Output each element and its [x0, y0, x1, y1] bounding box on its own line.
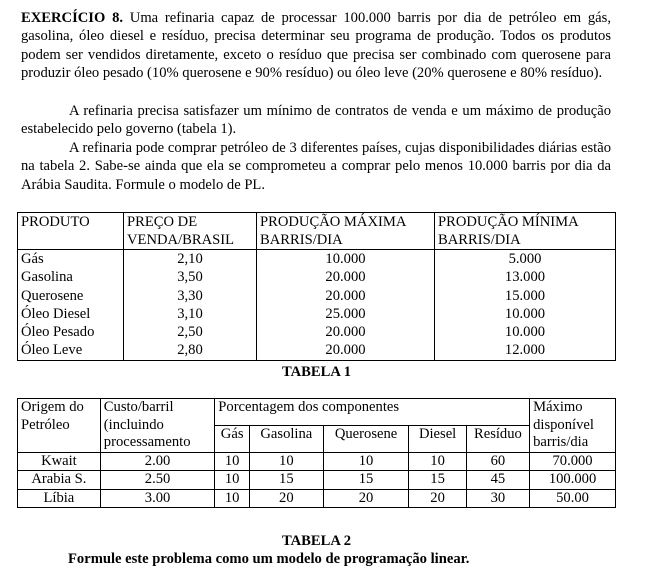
- table-2-cell: Líbia: [18, 489, 101, 508]
- table-2-cell: 30: [466, 489, 529, 508]
- table-2-cell: 15: [409, 471, 466, 490]
- table-1-cell: 2,50: [177, 324, 203, 341]
- table-1-col-min: [435, 250, 616, 361]
- table-1-cell: 10.000: [325, 251, 366, 267]
- table-2-header-percent: Porcentagem dos componentes: [215, 399, 530, 426]
- table-2-cell: 70.000: [530, 452, 616, 471]
- table-row: [18, 471, 616, 490]
- table-2-cell: 10: [215, 489, 250, 508]
- table-1-cell: 20.000: [325, 324, 366, 341]
- table-2-header-origin: Origem do Petróleo: [18, 399, 101, 453]
- table-1-cell: 10.000: [504, 324, 546, 341]
- table-2-header-diesel: Diesel: [409, 425, 466, 452]
- table-2-cell: 2.50: [100, 471, 214, 490]
- table-1-cell: Gás: [21, 251, 44, 267]
- table-2: [17, 398, 616, 508]
- table-1-cell: 3,50: [177, 269, 203, 286]
- table-1-header-row: [18, 213, 616, 250]
- table-1-header-min: PRODUÇÃO MÍNIMA BARRIS/DIA: [435, 213, 616, 250]
- table-2-cell: 15: [323, 471, 409, 490]
- table-1-cell: 20.000: [325, 342, 366, 359]
- table-row: [18, 489, 616, 508]
- table-1-col-product: [18, 250, 124, 361]
- table-2-cell: 20: [409, 489, 466, 508]
- table-2-header-row: [18, 399, 616, 426]
- table-1-col-price: [124, 250, 257, 361]
- table-1-cell: 13.000: [504, 269, 546, 286]
- table-2-cell: Arabia S.: [18, 471, 101, 490]
- table-1-cell: 15.000: [504, 287, 546, 304]
- table-2-cell: 10: [215, 471, 250, 490]
- table-2-header-gas: Gás: [215, 425, 250, 452]
- table-2-cell: 45: [466, 471, 529, 490]
- table-2-cell: Kwait: [18, 452, 101, 471]
- footer-instruction: Formule este problema como um modelo de programação linear.: [68, 551, 470, 567]
- table-1-cell: 20.000: [325, 287, 366, 304]
- table-2-header-gasoline: Gasolina: [250, 425, 324, 452]
- table-1-cell: 25.000: [325, 305, 366, 322]
- table-row: [18, 452, 616, 471]
- table-1-cell: Óleo Pesado: [21, 324, 95, 341]
- paragraph-intro: [21, 9, 611, 82]
- table-1-cell: 2,80: [177, 342, 203, 359]
- table-2-cell: 50.00: [530, 489, 616, 508]
- table-1-header-max: PRODUÇÃO MÁXIMA BARRIS/DIA: [257, 213, 435, 250]
- table-2-cell: 10: [250, 452, 324, 471]
- table-1-cell: Óleo Leve: [21, 342, 83, 359]
- exercise-title: EXERCÍCIO 8.: [21, 10, 124, 26]
- table-1-header-price: PREÇO DE VENDA/BRASIL: [124, 213, 257, 250]
- table-1: [17, 212, 616, 361]
- paragraph-2: A refinaria precisa satisfazer um mínimo de contratos de venda e um máximo de produção estabelecido pelo governo (tabela 1).: [21, 103, 611, 138]
- paragraph-1-text: Uma refinaria capaz de processar 100.000 barris por dia de petróleo em gás, gasolina, óleo diesel e resíduo, precisa determinar seu programa de produção. Todos os produtos podem ser vendidos diretamente, exceto o resíduo que precisa ser combinado com querosene para produzir óleo pesado (10% querosene e 90% resíduo) ou óleo leve (20% querosene e 80% resíduo).: [21, 10, 611, 81]
- table-2-header-max: Máximo disponível barris/dia: [530, 399, 616, 453]
- table-1-cell: Óleo Diesel: [21, 305, 91, 322]
- table-1-cell: 2,10: [177, 251, 203, 267]
- table-2-cell: 10: [409, 452, 466, 471]
- table-1-header-product: PRODUTO: [18, 213, 124, 250]
- table-2-cell: 100.000: [530, 471, 616, 490]
- table-1-cell: 10.000: [504, 305, 546, 322]
- table-1-body: [18, 250, 616, 361]
- table-1-cell: Querosene: [21, 287, 84, 304]
- table-1-cell: 3,30: [177, 287, 203, 304]
- paragraph-3: A refinaria pode comprar petróleo de 3 diferentes países, cujas disponibilidades diárias estão na tabela 2. Sabe-se ainda que ela se comprometeu a comprar pelo menos 10.000 barris por dia da Arábia Saudita. Formule o modelo de PL.: [21, 140, 611, 193]
- table-1-cell: 5.000: [508, 251, 542, 267]
- table-2-cell: 15: [250, 471, 324, 490]
- table-2-header-cost: Custo/barril (incluindo processamento: [100, 399, 214, 453]
- table-1-cell: 20.000: [325, 269, 366, 286]
- table-2-header-residue: Resíduo: [466, 425, 529, 452]
- table-2-cell: 2.00: [100, 452, 214, 471]
- table-1-caption: TABELA 1: [281, 364, 352, 380]
- table-2-cell: 10: [215, 452, 250, 471]
- table-1-cell: Gasolina: [21, 269, 73, 286]
- table-1-col-max: [257, 250, 435, 361]
- table-2-header-kerosene: Querosene: [323, 425, 409, 452]
- table-1-cell: 12.000: [504, 342, 546, 359]
- table-2-cell: 20: [323, 489, 409, 508]
- table-1-cell: 3,10: [177, 305, 203, 322]
- table-2-caption: TABELA 2: [281, 533, 352, 549]
- table-2-cell: 10: [323, 452, 409, 471]
- table-2-cell: 3.00: [100, 489, 214, 508]
- table-2-cell: 20: [250, 489, 324, 508]
- table-2-cell: 60: [466, 452, 529, 471]
